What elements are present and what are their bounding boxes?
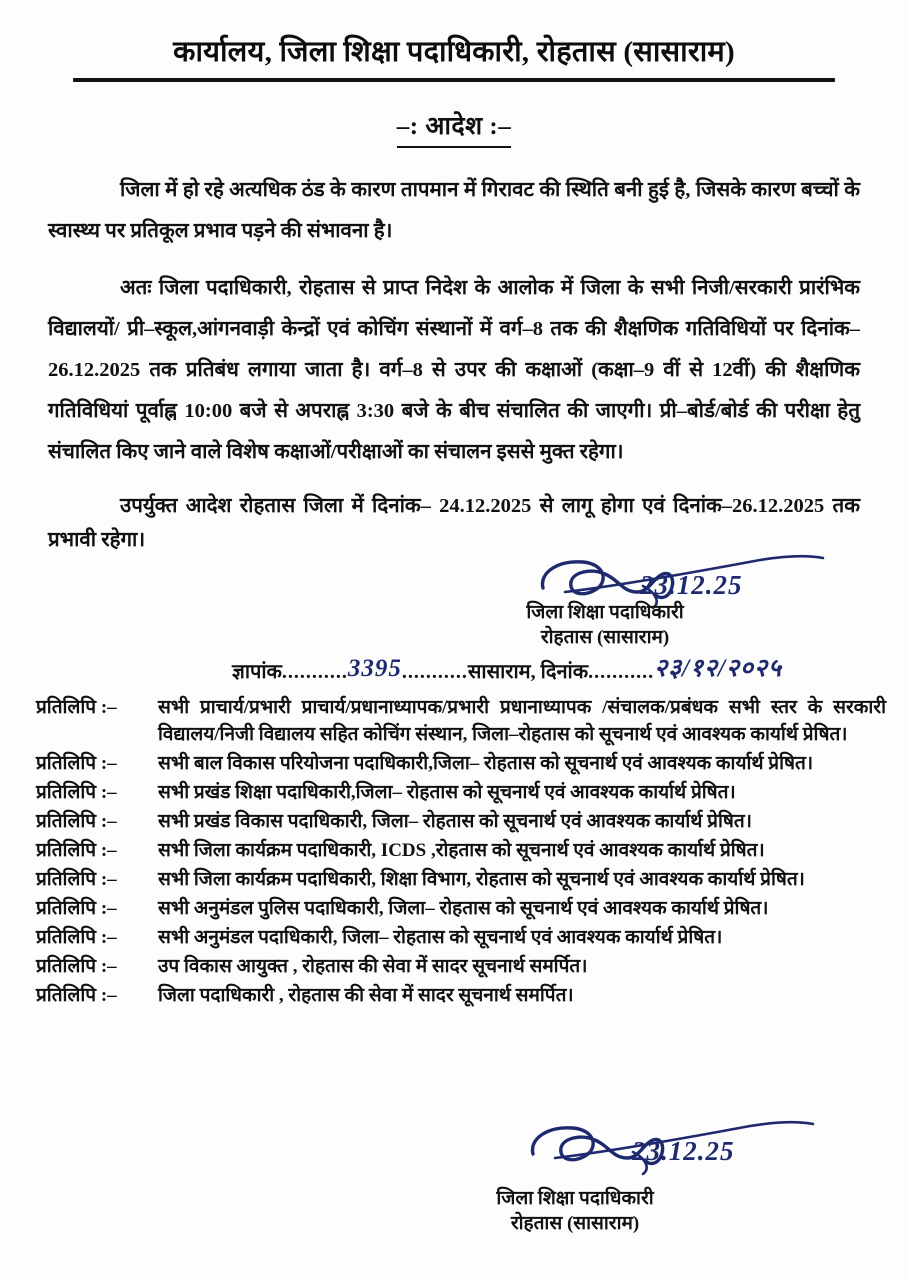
copy-label: प्रतिलिपि :–: [36, 697, 117, 718]
signature-block-upper: [470, 600, 740, 650]
signature-date-upper: 23.12.25: [640, 570, 743, 600]
memo-dots-2: ...........: [401, 661, 468, 683]
copy-text: सभी जिला कार्यक्रम पदाधिकारी, ICDS ,रोहतास को सूचनार्थ एवं आवश्यक कार्यार्थ प्रेषित।: [158, 840, 765, 861]
list-item: [36, 694, 886, 748]
document-header: [0, 0, 908, 82]
copy-label: प्रतिलिपि :–: [36, 985, 117, 1006]
office-title: कार्यालय, जिला शिक्षा पदाधिकारी, रोहतास (सासाराम): [173, 36, 735, 68]
list-item: [36, 837, 886, 864]
copy-label: प्रतिलिपि :–: [36, 956, 117, 977]
copy-label: प्रतिलिपि :–: [36, 753, 117, 774]
copy-text: सभी प्रखंड शिक्षा पदाधिकारी,जिला– रोहतास को सूचनार्थ एवं आवश्यक कार्यार्थ प्रेषित।: [158, 782, 736, 803]
copy-text: सभी प्राचार्य/प्रभारी प्राचार्य/प्रधानाध्यापक/प्रभारी प्रधानाध्यापक /संचालक/प्रबंधक सभी स्तर के सरकारी विद्यालय/निजी विद्यालय सहित कोचिंग संस्थान, जिला–रोहतास को सूचनार्थ एवं आवश्यक कार्यार्थ प्रेषित।: [158, 697, 886, 745]
list-item: [36, 982, 886, 1009]
signature-date-lower: 23.12.25: [632, 1136, 735, 1166]
copy-text: उप विकास आयुक्त , रोहतास की सेवा में सादर सूचनार्थ समर्पित।: [158, 956, 588, 977]
order-heading: –: आदेश :–: [397, 108, 511, 148]
copy-label: प्रतिलिपि :–: [36, 898, 117, 919]
copy-label: प्रतिलिपि :–: [36, 811, 117, 832]
memo-place: सासाराम,: [467, 661, 536, 683]
list-item: [36, 750, 886, 777]
memo-dots-1: ...........: [281, 661, 348, 683]
copy-label: प्रतिलिपि :–: [36, 840, 117, 861]
document-body: [48, 148, 860, 557]
copy-label: प्रतिलिपि :–: [36, 927, 117, 948]
paragraph-1: जिला में हो रहे अत्यधिक ठंड के कारण तापमान में गिरावट की स्थिति बनी हुई है, जिसके कारण बच्चों के स्वास्थ्य पर प्रतिकूल प्रभाव पड़ने की संभावना है।: [48, 179, 860, 243]
copy-text: सभी जिला कार्यक्रम पदाधिकारी, शिक्षा विभाग, रोहतास को सूचनार्थ एवं आवश्यक कार्यार्थ प्रेषित।: [158, 869, 805, 890]
memo-date-value: २३/१२/२०२५: [654, 655, 782, 682]
signature-place-lower: रोहतास (सासाराम): [510, 1213, 640, 1234]
paragraph-2: अतः जिला पदाधिकारी, रोहतास से प्राप्त निदेश के आलोक में जिला के सभी निजी/सरकारी प्रारंभिक विद्यालयों/ प्री–स्कूल,आंगनवाड़ी केन्द्रों एवं कोचिंग संस्थानों में वर्ग–8 तक की शैक्षणिक गतिविधियों पर दिनांक–26.12.2025 तक प्रतिबंध लगाया जाता है। वर्ग–8 से उपर की कक्षाओं (कक्षा–9 वीं से 12वीं) की शैक्षणिक गतिविधियां पूर्वाह्न 10:00 बजे से अपराह्न 3:30 बजे के बीच संचालित की जाएगी। प्री–बोर्ड/बोर्ड की परीक्षा हेतु संचालित किए जाने वाले विशेष कक्षाओं/परीक्षाओं का संचालन इससे मुक्त रहेगा।: [48, 277, 860, 464]
paragraph-3: उपर्युक्त आदेश रोहतास जिला में दिनांक– 24.12.2025 से लागू होगा एवं दिनांक–26.12.2025 तक प्रभावी रहेगा।: [48, 495, 860, 552]
list-item: [36, 779, 886, 806]
copy-label: प्रतिलिपि :–: [36, 869, 117, 890]
list-item: [36, 924, 886, 951]
list-item: [36, 866, 886, 893]
memo-date-label: दिनांक: [540, 661, 589, 683]
copy-text: सभी बाल विकास परियोजना पदाधिकारी,जिला– रोहतास को सूचनार्थ एवं आवश्यक कार्यार्थ प्रेषित।: [158, 753, 814, 774]
copy-text: सभी अनुमंडल पदाधिकारी, जिला– रोहतास को सूचनार्थ एवं आवश्यक कार्यार्थ प्रेषित।: [158, 927, 723, 948]
signature-designation-upper: जिला शिक्षा पदाधिकारी: [526, 602, 684, 623]
header-divider: [73, 78, 835, 82]
memo-label: ज्ञापांक: [232, 661, 282, 683]
signature-designation-lower: जिला शिक्षा पदाधिकारी: [496, 1188, 654, 1209]
copy-to-list: [36, 694, 886, 1011]
list-item: [36, 895, 886, 922]
memo-line: [232, 652, 782, 686]
copy-text: जिला पदाधिकारी , रोहतास की सेवा में सादर सूचनार्थ समर्पित।: [158, 985, 574, 1006]
copy-text: सभी अनुमंडल पुलिस पदाधिकारी, जिला– रोहतास को सूचनार्थ एवं आवश्यक कार्यार्थ प्रेषित।: [158, 898, 769, 919]
copy-text: सभी प्रखंड विकास पदाधिकारी, जिला– रोहतास को सूचनार्थ एवं आवश्यक कार्यार्थ प्रेषित।: [158, 811, 752, 832]
memo-number: 3395: [347, 655, 402, 682]
order-heading-wrap: [0, 108, 908, 148]
signature-block-lower: [440, 1186, 710, 1236]
memo-dots-3: ...........: [588, 661, 655, 683]
copy-label: प्रतिलिपि :–: [36, 782, 117, 803]
list-item: [36, 953, 886, 980]
signature-place-upper: रोहतास (सासाराम): [540, 627, 670, 648]
list-item: [36, 808, 886, 835]
